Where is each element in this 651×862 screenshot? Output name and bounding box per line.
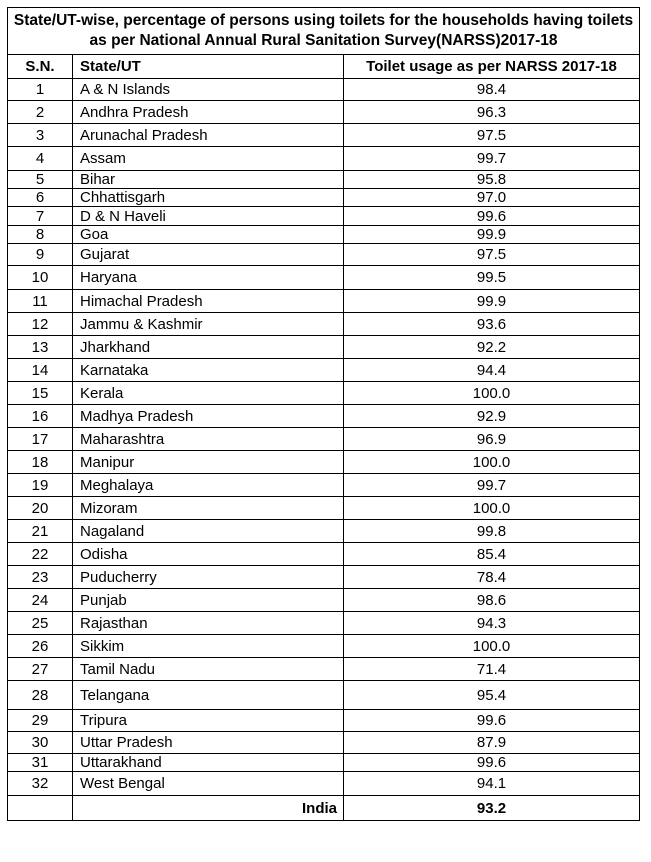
row-sn: 29: [8, 710, 73, 732]
row-value: 100.0: [344, 497, 640, 520]
table-row: [8, 772, 640, 796]
row-value: 92.2: [344, 336, 640, 359]
row-value: 92.9: [344, 405, 640, 428]
total-row: [8, 796, 640, 821]
row-sn: 22: [8, 543, 73, 566]
row-value: 85.4: [344, 543, 640, 566]
row-value: 94.1: [344, 772, 640, 796]
table-row: [8, 171, 640, 189]
row-value: 97.5: [344, 244, 640, 266]
row-sn: 27: [8, 658, 73, 681]
total-sn: [8, 796, 73, 821]
row-sn: 4: [8, 147, 73, 171]
row-state: D & N Haveli: [73, 207, 344, 226]
row-state: Haryana: [73, 266, 344, 290]
table-row: [8, 101, 640, 124]
table-row: [8, 428, 640, 451]
header-value: Toilet usage as per NARSS 2017-18: [344, 55, 640, 79]
row-sn: 6: [8, 189, 73, 207]
row-value: 99.9: [344, 226, 640, 244]
table-row: [8, 710, 640, 732]
row-sn: 14: [8, 359, 73, 382]
row-state: Himachal Pradesh: [73, 290, 344, 313]
row-sn: 13: [8, 336, 73, 359]
row-state: Rajasthan: [73, 612, 344, 635]
row-value: 99.5: [344, 266, 640, 290]
row-state: Tripura: [73, 710, 344, 732]
row-value: 94.4: [344, 359, 640, 382]
row-state: Puducherry: [73, 566, 344, 589]
row-state: Madhya Pradesh: [73, 405, 344, 428]
row-value: 98.4: [344, 79, 640, 101]
row-state: Telangana: [73, 681, 344, 710]
row-sn: 25: [8, 612, 73, 635]
table-row: [8, 474, 640, 497]
table-row: [8, 732, 640, 754]
row-value: 100.0: [344, 451, 640, 474]
row-value: 98.6: [344, 589, 640, 612]
row-state: Andhra Pradesh: [73, 101, 344, 124]
row-state: Assam: [73, 147, 344, 171]
table-row: [8, 497, 640, 520]
table-body: [8, 79, 640, 796]
table-row: [8, 207, 640, 226]
table-row: [8, 658, 640, 681]
row-state: Uttarakhand: [73, 754, 344, 772]
row-sn: 10: [8, 266, 73, 290]
table-row: [8, 359, 640, 382]
row-sn: 23: [8, 566, 73, 589]
row-sn: 24: [8, 589, 73, 612]
row-value: 71.4: [344, 658, 640, 681]
row-state: Kerala: [73, 382, 344, 405]
row-value: 94.3: [344, 612, 640, 635]
row-value: 78.4: [344, 566, 640, 589]
row-value: 97.0: [344, 189, 640, 207]
row-sn: 7: [8, 207, 73, 226]
row-sn: 5: [8, 171, 73, 189]
row-value: 96.3: [344, 101, 640, 124]
row-value: 99.6: [344, 710, 640, 732]
row-value: 95.8: [344, 171, 640, 189]
table-row: [8, 226, 640, 244]
table-row: [8, 681, 640, 710]
total-value: 93.2: [344, 796, 640, 821]
row-state: Mizoram: [73, 497, 344, 520]
row-state: Nagaland: [73, 520, 344, 543]
row-state: West Bengal: [73, 772, 344, 796]
header-row: [8, 55, 640, 79]
row-state: Arunachal Pradesh: [73, 124, 344, 147]
row-state: Punjab: [73, 589, 344, 612]
row-state: Bihar: [73, 171, 344, 189]
row-state: Sikkim: [73, 635, 344, 658]
row-value: 87.9: [344, 732, 640, 754]
total-label: India: [73, 796, 344, 821]
table-row: [8, 290, 640, 313]
table-row: [8, 147, 640, 171]
row-state: Uttar Pradesh: [73, 732, 344, 754]
row-state: A & N Islands: [73, 79, 344, 101]
row-state: Karnataka: [73, 359, 344, 382]
table-title: State/UT-wise, percentage of persons using toilets for the households having toilets as per National Annual Rural Sanitation Survey(NARSS)2017-18: [8, 8, 640, 55]
row-sn: 31: [8, 754, 73, 772]
row-state: Chhattisgarh: [73, 189, 344, 207]
row-sn: 11: [8, 290, 73, 313]
row-sn: 30: [8, 732, 73, 754]
table-row: [8, 79, 640, 101]
table-row: [8, 589, 640, 612]
row-state: Tamil Nadu: [73, 658, 344, 681]
row-sn: 20: [8, 497, 73, 520]
table-row: [8, 124, 640, 147]
table-row: [8, 313, 640, 336]
table-row: [8, 336, 640, 359]
table-row: [8, 266, 640, 290]
table-row: [8, 543, 640, 566]
table-row: [8, 244, 640, 266]
row-value: 95.4: [344, 681, 640, 710]
row-sn: 8: [8, 226, 73, 244]
narss-toilet-usage-table: [7, 7, 640, 821]
header-sn: S.N.: [8, 55, 73, 79]
header-state: State/UT: [73, 55, 344, 79]
row-sn: 2: [8, 101, 73, 124]
row-sn: 28: [8, 681, 73, 710]
row-sn: 21: [8, 520, 73, 543]
table-row: [8, 189, 640, 207]
row-value: 100.0: [344, 382, 640, 405]
row-state: Goa: [73, 226, 344, 244]
table-row: [8, 612, 640, 635]
row-sn: 1: [8, 79, 73, 101]
row-sn: 3: [8, 124, 73, 147]
row-state: Jammu & Kashmir: [73, 313, 344, 336]
table-row: [8, 382, 640, 405]
table-row: [8, 635, 640, 658]
row-sn: 18: [8, 451, 73, 474]
row-value: 99.8: [344, 520, 640, 543]
row-sn: 19: [8, 474, 73, 497]
row-state: Jharkhand: [73, 336, 344, 359]
row-value: 97.5: [344, 124, 640, 147]
row-value: 99.7: [344, 147, 640, 171]
table-row: [8, 520, 640, 543]
row-value: 99.6: [344, 754, 640, 772]
row-sn: 32: [8, 772, 73, 796]
table-row: [8, 566, 640, 589]
row-state: Odisha: [73, 543, 344, 566]
row-value: 100.0: [344, 635, 640, 658]
row-sn: 12: [8, 313, 73, 336]
row-sn: 17: [8, 428, 73, 451]
row-state: Gujarat: [73, 244, 344, 266]
row-state: Meghalaya: [73, 474, 344, 497]
row-value: 99.6: [344, 207, 640, 226]
row-state: Manipur: [73, 451, 344, 474]
row-sn: 16: [8, 405, 73, 428]
row-sn: 9: [8, 244, 73, 266]
table-row: [8, 451, 640, 474]
row-value: 99.7: [344, 474, 640, 497]
row-state: Maharashtra: [73, 428, 344, 451]
table-row: [8, 754, 640, 772]
row-value: 96.9: [344, 428, 640, 451]
table-row: [8, 405, 640, 428]
row-sn: 26: [8, 635, 73, 658]
row-value: 93.6: [344, 313, 640, 336]
row-value: 99.9: [344, 290, 640, 313]
row-sn: 15: [8, 382, 73, 405]
